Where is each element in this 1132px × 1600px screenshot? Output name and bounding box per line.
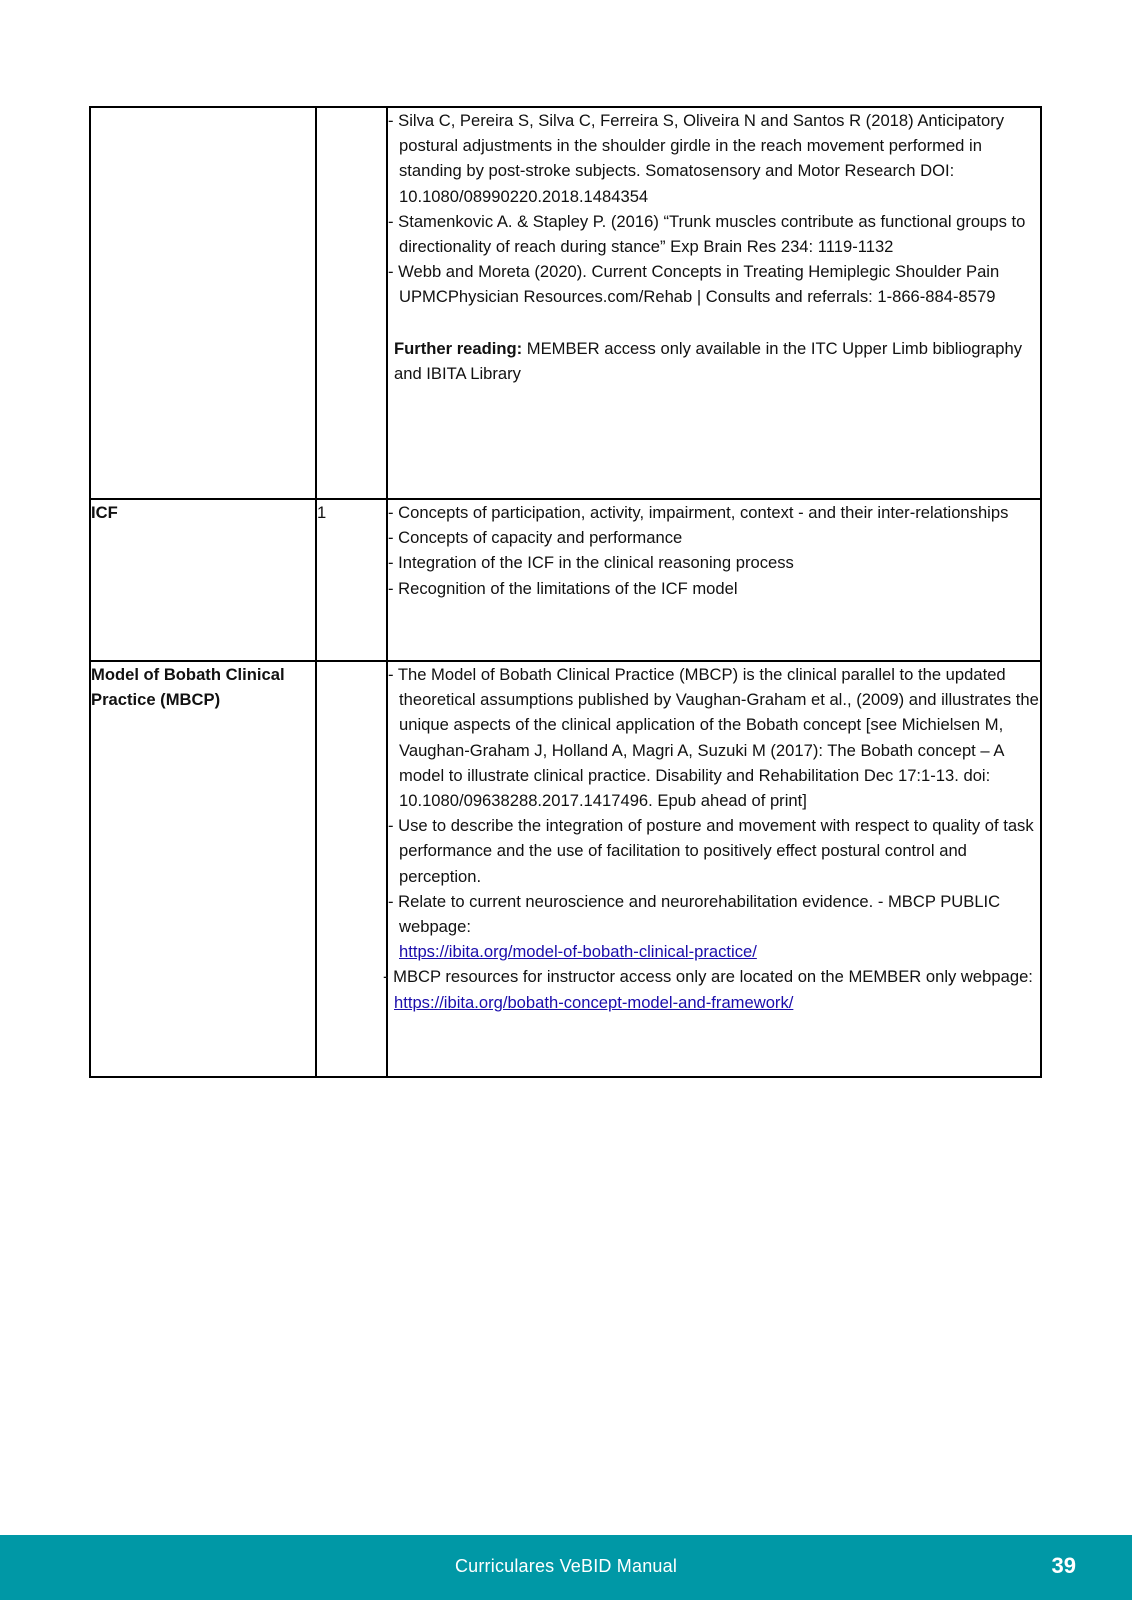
mbcp-public-link[interactable]: https://ibita.org/model-of-bobath-clinical-practice/ <box>399 942 757 962</box>
table-row <box>90 499 1041 661</box>
content-cell <box>383 661 1041 1077</box>
hours-cell <box>316 107 387 499</box>
topic-cell: Model of Bobath Clinical Practice (MBCP) <box>90 661 316 1077</box>
relate-text: - Relate to current neuroscience and neurorehabilitation evidence. - MBCP PUBLIC webpage: <box>388 891 1001 937</box>
table-row <box>90 107 1041 499</box>
list-item: - Concepts of participation, activity, impairment, context - and their inter-relationships <box>388 503 1009 522</box>
list-item: - Webb and Moreta (2020). Current Concepts in Treating Hemiplegic Shoulder Pain UPMCPhysician Resources.com/Rehab | Consults and referrals: 1-866-884-8579 <box>388 262 1000 307</box>
further-reading <box>394 336 1040 386</box>
page-number: 39 <box>1051 1553 1076 1578</box>
curriculum-table <box>89 106 1042 1078</box>
list-item <box>383 964 1040 1014</box>
table-row <box>90 661 1041 1077</box>
further-reading-text: MEMBER access only available in the ITC Upper Limb bibliography and IBITA Library <box>394 338 1023 383</box>
content-cell <box>387 499 1041 661</box>
page-footer <box>0 1535 1132 1600</box>
member-text: - MBCP resources for instructor access only are located on the MEMBER only webpage: <box>383 967 1033 987</box>
list-item: - Stamenkovic A. & Stapley P. (2016) “Trunk muscles contribute as functional groups to directionality of reach during stance” Exp Brain Res 234: 1119-1132 <box>388 211 1026 257</box>
list-item: - The Model of Bobath Clinical Practice (MBCP) is the clinical parallel to the updated theoretical assumptions published by Vaughan-Graham et al., (2009) and illustrates the unique aspects of the clinical application of the Bobath concept [see Michielsen M, Vaughan-Graham J, Holland A, Magri A, Suzuki M (2017): The Bobath concept – A model to illustrate clinical practice. Disability and Rehabilitation Dec 17:1-13. doi: 10.1080/09638288.2017.1417496. Epub ahead of print] <box>388 665 1039 811</box>
hours-cell <box>316 661 387 1077</box>
mbcp-member-link[interactable]: https://ibita.org/bobath-concept-model-and-framework/ <box>394 992 794 1012</box>
content-cell <box>387 107 1041 499</box>
hours-cell: 1 <box>316 499 387 661</box>
list-item <box>388 889 1040 965</box>
topic-cell <box>90 107 316 499</box>
list-item: - Use to describe the integration of posture and movement with respect to quality of task performance and the use of facilitation to positively effect postural control and perception. <box>388 816 1034 886</box>
further-reading-label: Further reading: <box>394 338 523 358</box>
list-item: - Concepts of capacity and performance <box>388 528 683 548</box>
list-item: - Integration of the ICF in the clinical reasoning process <box>388 553 794 573</box>
topic-cell: ICF <box>90 499 316 661</box>
footer-title: Curriculares VeBID Manual <box>454 1556 678 1576</box>
list-item: - Recognition of the limitations of the ICF model <box>388 578 738 598</box>
list-item: - Silva C, Pereira S, Silva C, Ferreira S, Oliveira N and Santos R (2018) Anticipatory postural adjustments in the shoulder girdle in the reach movement performed in standing by post-stroke subjects. Somatosensory and Motor Research DOI: 10.1080/08990220.2018.1484354 <box>388 111 1005 206</box>
